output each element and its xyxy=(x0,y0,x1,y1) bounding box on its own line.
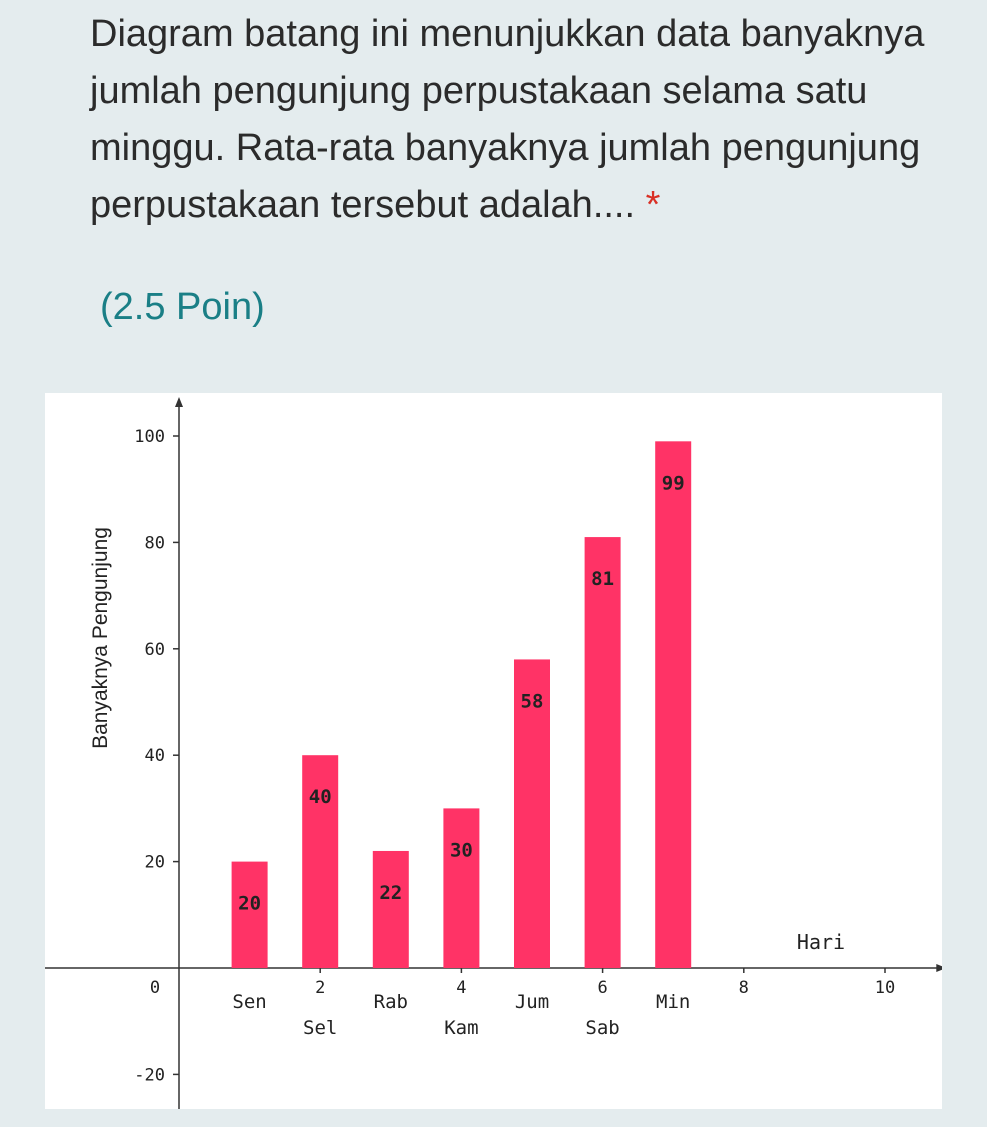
y-tick-label: 80 xyxy=(144,533,165,554)
data-label: 58 xyxy=(520,690,544,713)
category-label: Sen xyxy=(232,991,267,1013)
category-label: Kam xyxy=(444,1017,479,1039)
y-axis-arrow xyxy=(175,397,183,407)
x-tick-label: 8 xyxy=(738,978,749,998)
data-label: 20 xyxy=(238,892,262,915)
y-tick-label: 20 xyxy=(144,852,165,873)
data-label: 40 xyxy=(308,786,332,809)
x-tick-label: 10 xyxy=(874,978,896,998)
category-label: Jum xyxy=(514,991,550,1013)
category-label: Sab xyxy=(585,1017,620,1039)
category-label: Rab xyxy=(373,991,408,1013)
y-tick-label: 100 xyxy=(134,427,165,447)
bar-rab xyxy=(373,851,409,968)
question-points: (2.5 Poin) xyxy=(100,286,265,328)
data-label: 22 xyxy=(379,881,403,904)
x-tick-label: 2 xyxy=(315,978,326,998)
required-asterisk: * xyxy=(645,184,661,226)
question-body: Diagram batang ini menunjukkan data banyaknya jumlah pengunjung perpustakaan selama satu minggu. Rata-rata banyaknya jumlah pengunjung perpustakaan tersebut adalah.... xyxy=(90,13,925,226)
x-axis-title: Hari xyxy=(796,930,846,954)
y-axis-title: Banyaknya Pengunjung xyxy=(89,527,112,749)
data-label: 30 xyxy=(449,839,473,862)
data-label: 99 xyxy=(661,472,685,495)
bar-sen xyxy=(232,862,268,968)
question-text xyxy=(90,6,950,234)
bar-chart xyxy=(45,393,942,1109)
bar-sab xyxy=(585,537,621,968)
category-label: Min xyxy=(656,991,691,1013)
y-tick-label: 40 xyxy=(144,746,165,767)
y-tick-label: -20 xyxy=(134,1065,165,1086)
x-tick-label: 6 xyxy=(597,978,608,998)
x-tick-label: 4 xyxy=(456,978,467,998)
bar-min xyxy=(655,441,691,968)
category-label: Sel xyxy=(303,1017,338,1039)
x-tick-label: 0 xyxy=(149,978,161,998)
x-axis-arrow xyxy=(936,964,942,972)
chart-image xyxy=(45,393,942,1109)
y-tick-label: 60 xyxy=(144,639,165,660)
bar-kam xyxy=(443,808,479,968)
data-label: 81 xyxy=(591,568,615,591)
